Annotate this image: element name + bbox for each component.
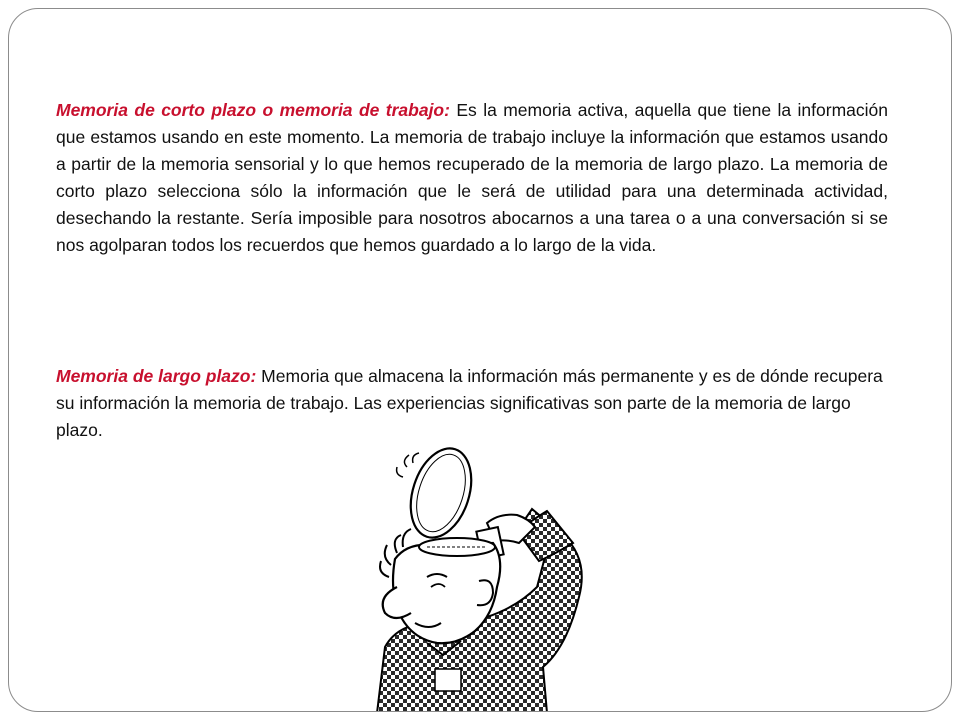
slide	[8, 8, 952, 712]
short-term-memory-text: Es la memoria activa, aquella que tiene la información que estamos usando en este momento. La memoria de trabajo incluye la información que estamos usando a partir de la memoria sensorial y lo que hemos recuperado de la memoria de largo plazo. La memoria de corto plazo selecciona sólo la información que le será de utilidad para una determinada actividad, desechando la restante. Sería imposible para nosotros abocarnos a una tarea o a una conversación si se nos agolparan todos los recuerdos que hemos guardado a lo largo de la vida.	[56, 100, 888, 255]
memory-illustration-icon	[367, 447, 603, 712]
short-term-memory-paragraph	[56, 97, 888, 259]
long-term-memory-text: Memoria que almacena la información más permanente y es de dónde recupera su información la memoria de trabajo. Las experiencias significativas son parte de la memoria de largo plazo.	[56, 366, 883, 440]
short-term-memory-term: Memoria de corto plazo o memoria de trabajo:	[56, 100, 450, 120]
long-term-memory-term: Memoria de largo plazo:	[56, 366, 257, 386]
long-term-memory-paragraph	[56, 363, 888, 444]
